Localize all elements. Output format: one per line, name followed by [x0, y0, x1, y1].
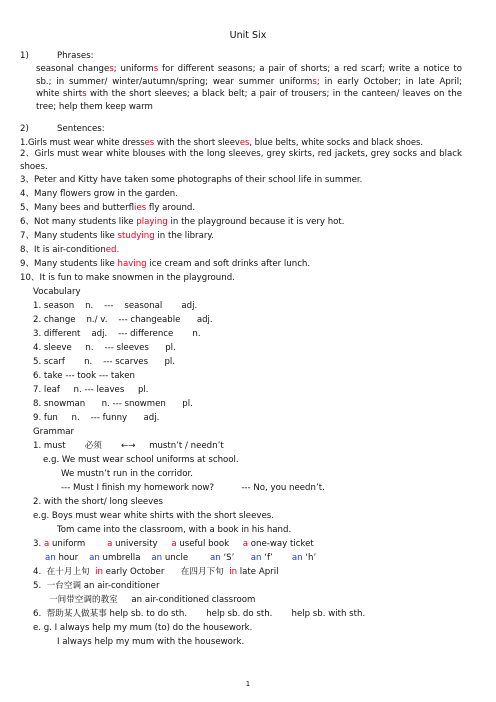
text-run: for different seasons; a pair of shorts; a red scarf; write a notice to sb.; in summer/ winter/autumn/spring; wear summer uniform	[36, 64, 462, 87]
highlighted-text: s	[109, 64, 114, 74]
text-run: university	[112, 539, 172, 549]
text-run: late April	[237, 567, 279, 577]
vocab-item: 1. season n. --- seasonal adj.	[33, 301, 198, 311]
highlighted-text: an	[291, 553, 303, 563]
highlighted-text: a	[171, 539, 177, 549]
highlighted-text: ed.	[105, 245, 120, 255]
sentences-number: 2)	[20, 124, 29, 134]
text-run: 1.Girls must wear white dress	[20, 137, 145, 147]
grammar-example: I always help my mum with the housework.	[57, 637, 245, 647]
grammar-point-5: 5. 一台空调 an air-conditioner	[33, 581, 160, 591]
vocab-item: 7. leaf n. --- leaves pl.	[33, 385, 149, 395]
text-run: ‘h’	[302, 553, 317, 563]
vocab-item: 6. take --- took --- taken	[33, 371, 135, 381]
highlighted-text: es	[239, 137, 250, 147]
page-number: 1	[245, 680, 251, 688]
grammar-example: We mustn’t run in the corridor.	[61, 469, 193, 479]
vocab-item: 5. scarf n. --- scarves pl.	[33, 357, 176, 367]
sentence-5	[20, 203, 195, 214]
text-run: uniform	[49, 539, 108, 549]
phrases-number: 1)	[20, 51, 29, 61]
text-run: ‘S’	[220, 553, 251, 563]
grammar-point-6: 6. 帮助某人做某事 help sb. to do sth. help sb. do sth. help sb. with sth.	[33, 609, 366, 619]
highlighted-text: having	[117, 259, 147, 269]
sentence-1	[20, 137, 423, 148]
sentence-9	[20, 259, 310, 270]
text-run: 4. 在十月上旬	[33, 567, 96, 577]
text-run: 3.	[33, 539, 44, 549]
text-run: 8、It is air-condition	[20, 245, 106, 255]
text-run: ; uniform	[113, 64, 154, 74]
text-run: one-way ticket	[248, 539, 314, 549]
grammar-point-2: 2. with the short/ long sleeves	[33, 497, 164, 507]
grammar-example: Tom came into the classroom, with a book in his hand.	[57, 525, 292, 535]
phrases-paragraph	[36, 63, 462, 113]
grammar-example: --- Must I finish my homework now? --- No, you needn’t.	[61, 483, 325, 493]
grammar-point-3	[33, 539, 314, 550]
text-run: ‘f’	[261, 553, 292, 563]
grammar-point-5-continued: 一间带空调的教室 an air-conditioned classroom	[49, 595, 256, 605]
vocabulary-heading: Vocabulary	[33, 287, 81, 297]
highlighted-text: an	[45, 553, 56, 563]
highlighted-text: an	[89, 553, 100, 563]
highlighted-text: lies	[134, 203, 147, 213]
grammar-example: e.g. We must wear school uniforms at school.	[43, 455, 239, 465]
text-run: ice cream and soft drinks after lunch.	[146, 259, 311, 269]
text-run: hour	[55, 553, 90, 563]
highlighted-text: s	[153, 64, 159, 74]
vocab-item: 2. change n./ v. --- changeable adj.	[33, 315, 213, 325]
highlighted-text: a	[242, 539, 249, 549]
grammar-example: e. g. I always help my mum (to) do the housework.	[33, 623, 253, 633]
highlighted-text: playing	[136, 217, 168, 227]
sentence-6	[20, 217, 345, 228]
highlighted-text: a	[43, 539, 50, 549]
phrases-heading: Phrases:	[57, 51, 94, 61]
vocab-item: 4. sleeve n. --- sleeves pl.	[33, 343, 176, 353]
highlighted-text: an	[151, 553, 163, 563]
text-run: 9、Many students like	[20, 259, 118, 269]
text-run: in the library.	[154, 231, 214, 241]
text-run: in the playground because it is very hot.	[167, 217, 345, 227]
highlighted-text: es	[144, 137, 155, 147]
text-run: 6、Not many students like	[20, 217, 137, 227]
sentence-10: 10、It is fun to make snowmen in the playground.	[20, 273, 235, 283]
highlighted-text: s	[312, 76, 317, 87]
sentence-7	[20, 231, 214, 242]
highlighted-text: studying	[117, 231, 155, 241]
highlighted-text: in	[229, 567, 238, 577]
vocab-item: 9. fun n. --- funny adj.	[33, 413, 160, 423]
text-run: useful book	[176, 539, 243, 549]
grammar-example: e.g. Boys must wear white shirts with the short sleeves.	[33, 511, 274, 521]
text-run: 7、Many students like	[20, 231, 118, 241]
vocab-item: 8. snowman n. --- snowmen pl.	[33, 399, 193, 409]
highlighted-text: a	[107, 539, 113, 549]
text-run: with the short sleev	[154, 137, 240, 147]
sentences-heading: Sentences:	[57, 124, 105, 134]
text-run: 5、Many bees and butterf	[20, 203, 135, 213]
text-run: , blue belts, white socks and black shoes.	[249, 137, 424, 147]
sentence-2: 2、Girls must wear white blouses with the long sleeves, grey skirts, red jackets, grey socks and black shoes.	[20, 149, 462, 172]
grammar-point-1: 1. must 必须 ←→ mustn’t / needn’t	[33, 441, 224, 451]
text-run: ; in early October; in late April; white shirt	[36, 76, 462, 100]
grammar-heading: Grammar	[33, 427, 75, 437]
grammar-point-3-continued	[45, 553, 316, 564]
text-run: uncle	[162, 553, 210, 563]
grammar-point-4	[33, 567, 278, 578]
sentence-3: 3、Peter and Kitty have taken some photographs of their school life in summer.	[20, 175, 363, 185]
sentence-4: 4、Many flowers grow in the garden.	[20, 189, 178, 199]
text-run: ; in the canteen/ leaves on the tree; help them keep warm	[36, 89, 463, 112]
text-run: umbrella	[99, 553, 152, 563]
highlighted-text: s	[82, 89, 87, 100]
text-run: with the short sleeves; a black belt; a pair of trousers	[86, 89, 327, 100]
text-run: early October 在四月下旬	[102, 567, 230, 577]
text-run: seasonal change	[36, 64, 110, 74]
highlighted-text: in	[95, 567, 103, 577]
page-title: Unit Six	[229, 30, 267, 41]
vocab-item: 3. different adj. --- difference n.	[33, 329, 201, 339]
text-run: fly around.	[146, 203, 196, 213]
highlighted-text: an	[210, 553, 221, 563]
highlighted-text: an	[250, 553, 262, 563]
sentence-8	[20, 245, 119, 256]
